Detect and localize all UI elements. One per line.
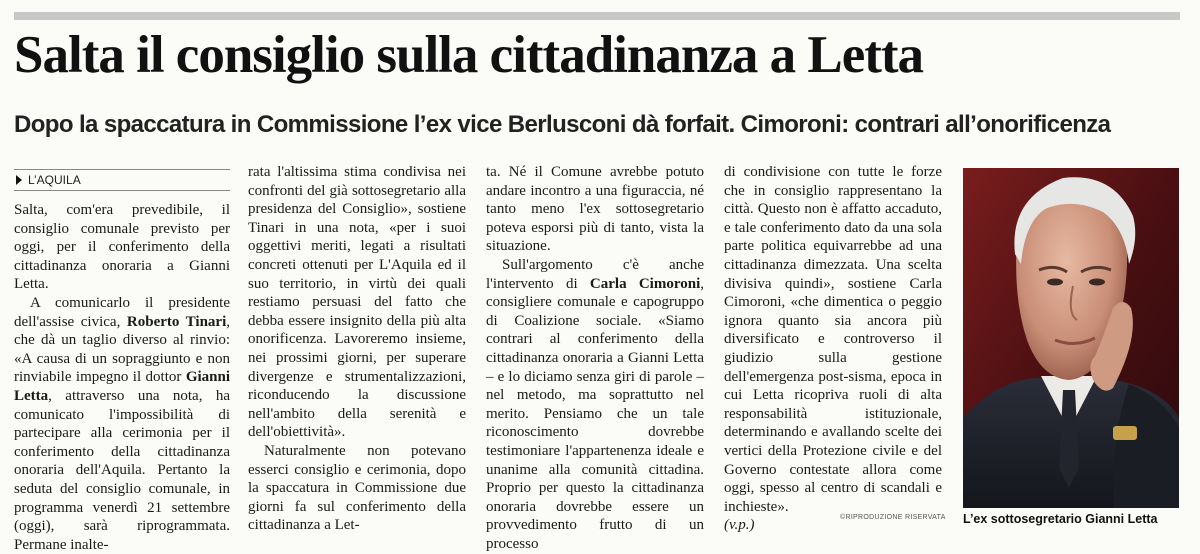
copyright-notice: ©RIPRODUZIONE RISERVATA (840, 514, 946, 521)
paragraph: rata l'altissima stima condivisa nei confronti del già sottosegretario alla presidenza del Consiglio», sostiene Tinari in una nota, «per i suoi oggettivi meriti, legati a risultati concreti ottenuti per L'Aquila ed il suo territorio, in virtù dei quali restiamo persuasi del fatto che debba essere insignito della più alta onorificenza. Lavoreremo insieme, nei prossimi giorni, per superare divergenze e strumentalizzazioni, riconducendo la discussione nell'ambito della serenità e dell'obiettività». (248, 164, 466, 441)
article-column-2 (248, 163, 466, 535)
dateline (14, 169, 230, 191)
paragraph (14, 294, 230, 554)
author-initials: (v.p.) (724, 517, 755, 534)
dateline-marker-icon (16, 175, 22, 185)
paragraph: ta. Né il Comune avrebbe potuto andare incontro a una figuraccia, né tanto meno l'ex sottosegretario poteva esporsi più di tanto, vista la situazione. (486, 164, 704, 255)
paragraph: di condivisione con tutte le forze che in consiglio rappresentano la città. Questo non è affatto accaduto, e tale conferimento dato da una sola parte politica equivarrebbe ad una cittadinanza dimezzata. Una scelta divisiva quindi», sostiene Carla Cimoroni, «che dimentica o peggio ignora quanto sia ancora più diversificato e controverso il giudizio sulla gestione dell'emergenza post-sisma, epoca in cui Letta ricopriva ruoli di alta responsabilità istituzionale, determinando e avallando scelte dei vertici della Protezione civile e del Governo contestate allora come oggi, spesso al centro di scandali e inchieste». (724, 164, 942, 515)
text-run: , consigliere comunale e capogruppo di Coalizione sociale. «Siamo contrari al conferimento della cittadinanza onoraria a Gianni Letta – e lo diciamo senza giri di parole – nel metodo, ma soprattutto nel merito. Pensiamo che un tale riconoscimento dovrebbe testimoniare l'appartenenza ideale e unanime alla comunità cittadina. Proprio per questo la cittadinanza onoraria dovrebbe essere un provvedimento frutto di un processo (486, 275, 704, 552)
person-name: Carla Cimoroni (589, 275, 701, 292)
article-column-4 (724, 163, 942, 535)
text-run: , attraverso una nota, ha comunicato l'impossibilità di partecipare alla cerimonia per il conferimento della cittadinanza onoraria dell'Aquila. Pertanto la seduta del consiglio comunale, in programma venerdì 21 settembre (oggi), sarà riprogrammata. Permane inalte- (14, 387, 230, 553)
person-name: Roberto Tinari (126, 313, 227, 330)
paragraph: Naturalmente non potevano esserci consiglio e cerimonia, dopo la spaccatura in Commissione due giorni fa sul conferimento della cittadinanza a Let- (248, 442, 466, 534)
top-rule (14, 12, 1180, 20)
article-column-1 (14, 201, 230, 554)
person-name: Gianni Letta (14, 369, 230, 404)
text-run: Sull'argomento c'è anche l'intervento di (486, 256, 704, 292)
photo-caption: L’ex sottosegretario Gianni Letta (963, 512, 1158, 526)
portrait-illustration (963, 168, 1179, 508)
text-run: , che dà un taglio diverso al rinvio: «A causa di un sopraggiunto e non rinviabile impegno il dottor (14, 313, 230, 386)
subheadline: Dopo la spaccatura in Commissione l’ex vice Berlusconi dà forfait. Cimoroni: contrari all’onorificenza (14, 111, 1111, 138)
dateline-label: L’AQUILA (28, 173, 81, 187)
portrait-photo (963, 168, 1179, 508)
headline: Salta il consiglio sulla cittadinanza a Letta (14, 26, 924, 84)
text-run: A comunicarlo il presidente dell'assise civica, (14, 294, 230, 330)
paragraph: Salta, com'era prevedibile, il consiglio comunale previsto per oggi, per il conferimento della cittadinanza onoraria a Gianni Letta. (14, 202, 230, 293)
paragraph (486, 256, 704, 554)
article-column-3 (486, 163, 704, 553)
